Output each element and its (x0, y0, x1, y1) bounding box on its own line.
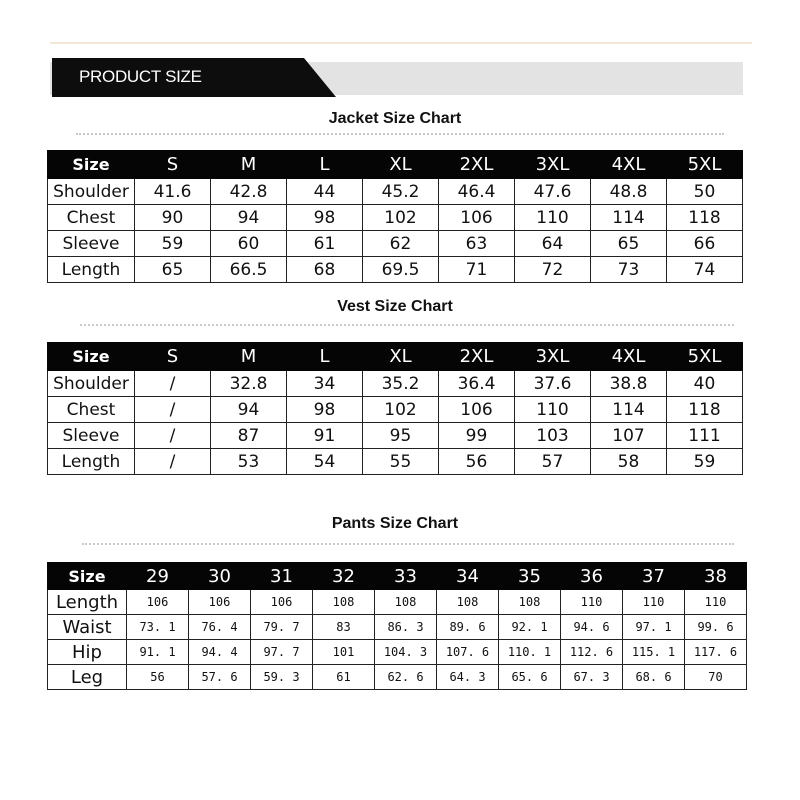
measurement-cell: 73 (591, 257, 667, 283)
measurement-cell: 110. 1 (499, 640, 561, 665)
measurement-cell: 57. 6 (189, 665, 251, 690)
size-column-header: XL (363, 151, 439, 179)
measurement-cell: 63 (439, 231, 515, 257)
measurement-cell: 73. 1 (127, 615, 189, 640)
measurement-cell: 97. 7 (251, 640, 313, 665)
measurement-cell: 104. 3 (375, 640, 437, 665)
measurement-cell: 115. 1 (623, 640, 685, 665)
measurement-cell: / (135, 397, 211, 423)
table-row (48, 423, 743, 449)
measurement-cell: 117. 6 (685, 640, 747, 665)
measurement-cell: 98 (287, 397, 363, 423)
size-column-header: 33 (375, 563, 437, 590)
measurement-cell: 107 (591, 423, 667, 449)
measurement-cell: 60 (211, 231, 287, 257)
measurement-cell: 94. 6 (561, 615, 623, 640)
measurement-cell: 98 (287, 205, 363, 231)
measurement-cell: 106 (127, 590, 189, 615)
size-column-header: M (211, 343, 287, 371)
measurement-cell: 94. 4 (189, 640, 251, 665)
measurement-cell: 110 (515, 205, 591, 231)
measurement-cell: 61 (313, 665, 375, 690)
measurement-cell: 102 (363, 397, 439, 423)
table-row (48, 665, 747, 690)
table-row (48, 179, 743, 205)
row-label: Length (48, 257, 135, 283)
measurement-cell: 65 (135, 257, 211, 283)
row-label: Shoulder (48, 371, 135, 397)
measurement-cell: 76. 4 (189, 615, 251, 640)
size-column-header: 3XL (515, 151, 591, 179)
row-label: Sleeve (48, 231, 135, 257)
table-row (48, 397, 743, 423)
measurement-cell: 110 (685, 590, 747, 615)
pants-chart-title: Pants Size Chart (331, 515, 459, 532)
measurement-cell: 35.2 (363, 371, 439, 397)
measurement-cell: 91. 1 (127, 640, 189, 665)
measurement-cell: 112. 6 (561, 640, 623, 665)
table-row (48, 449, 743, 475)
measurement-cell: 36.4 (439, 371, 515, 397)
measurement-cell: / (135, 449, 211, 475)
size-column-header: S (135, 151, 211, 179)
row-label: Length (48, 590, 127, 615)
measurement-cell: 99. 6 (685, 615, 747, 640)
measurement-cell: 44 (287, 179, 363, 205)
size-column-header: L (287, 151, 363, 179)
size-column-header: 4XL (591, 151, 667, 179)
table-row (48, 231, 743, 257)
size-column-header: L (287, 343, 363, 371)
measurement-cell: 106 (251, 590, 313, 615)
size-column-header: 31 (251, 563, 313, 590)
measurement-cell: 95 (363, 423, 439, 449)
pants-size-table (47, 562, 747, 690)
measurement-cell: 69.5 (363, 257, 439, 283)
measurement-cell: 68 (287, 257, 363, 283)
measurement-cell: 56 (439, 449, 515, 475)
measurement-cell: 41.6 (135, 179, 211, 205)
measurement-cell: 65 (591, 231, 667, 257)
measurement-cell: 72 (515, 257, 591, 283)
measurement-cell: 59 (667, 449, 743, 475)
header-row (48, 343, 743, 371)
size-column-header: 36 (561, 563, 623, 590)
measurement-cell: 37.6 (515, 371, 591, 397)
measurement-cell: 110 (623, 590, 685, 615)
measurement-cell: 66 (667, 231, 743, 257)
table-row (48, 615, 747, 640)
size-column-header: XL (363, 343, 439, 371)
measurement-cell: 106 (439, 205, 515, 231)
measurement-cell: 108 (313, 590, 375, 615)
size-header: Size (48, 151, 135, 179)
measurement-cell: 118 (667, 205, 743, 231)
size-column-header: 3XL (515, 343, 591, 371)
row-label: Sleeve (48, 423, 135, 449)
measurement-cell: 92. 1 (499, 615, 561, 640)
measurement-cell: 48.8 (591, 179, 667, 205)
jacket-chart-title: Jacket Size Chart (328, 110, 462, 127)
measurement-cell: 40 (667, 371, 743, 397)
measurement-cell: 42.8 (211, 179, 287, 205)
measurement-cell: 67. 3 (561, 665, 623, 690)
measurement-cell: 110 (561, 590, 623, 615)
measurement-cell: 114 (591, 205, 667, 231)
table-row (48, 205, 743, 231)
measurement-cell: 66.5 (211, 257, 287, 283)
measurement-cell: 91 (287, 423, 363, 449)
size-column-header: 35 (499, 563, 561, 590)
measurement-cell: 59 (135, 231, 211, 257)
row-label: Hip (48, 640, 127, 665)
measurement-cell: 61 (287, 231, 363, 257)
measurement-cell: 32.8 (211, 371, 287, 397)
measurement-cell: 83 (313, 615, 375, 640)
jacket-divider (76, 133, 724, 135)
size-column-header: S (135, 343, 211, 371)
row-label: Chest (48, 205, 135, 231)
size-column-header: 5XL (667, 343, 743, 371)
measurement-cell: 87 (211, 423, 287, 449)
table-row (48, 640, 747, 665)
measurement-cell: 108 (437, 590, 499, 615)
banner-title: PRODUCT SIZE (79, 67, 202, 86)
top-divider (50, 42, 752, 44)
measurement-cell: 64. 3 (437, 665, 499, 690)
measurement-cell: 65. 6 (499, 665, 561, 690)
measurement-cell: 57 (515, 449, 591, 475)
measurement-cell: 94 (211, 397, 287, 423)
size-column-header: 32 (313, 563, 375, 590)
measurement-cell: 111 (667, 423, 743, 449)
size-column-header: 34 (437, 563, 499, 590)
row-label: Length (48, 449, 135, 475)
row-label: Waist (48, 615, 127, 640)
measurement-cell: 97. 1 (623, 615, 685, 640)
table-row (48, 590, 747, 615)
vest-divider (80, 324, 734, 326)
measurement-cell: 106 (439, 397, 515, 423)
measurement-cell: 45.2 (363, 179, 439, 205)
measurement-cell: 101 (313, 640, 375, 665)
measurement-cell: 46.4 (439, 179, 515, 205)
measurement-cell: 68. 6 (623, 665, 685, 690)
measurement-cell: 62 (363, 231, 439, 257)
measurement-cell: 89. 6 (437, 615, 499, 640)
table-row (48, 371, 743, 397)
measurement-cell: 70 (685, 665, 747, 690)
size-column-header: M (211, 151, 287, 179)
measurement-cell: 50 (667, 179, 743, 205)
header-row (48, 151, 743, 179)
measurement-cell: 47.6 (515, 179, 591, 205)
measurement-cell: 54 (287, 449, 363, 475)
measurement-cell: 86. 3 (375, 615, 437, 640)
size-column-header: 30 (189, 563, 251, 590)
table-row (48, 257, 743, 283)
measurement-cell: 108 (499, 590, 561, 615)
size-header: Size (48, 343, 135, 371)
measurement-cell: 94 (211, 205, 287, 231)
measurement-cell: 103 (515, 423, 591, 449)
row-label: Chest (48, 397, 135, 423)
size-column-header: 2XL (439, 343, 515, 371)
header-row (48, 563, 747, 590)
measurement-cell: 110 (515, 397, 591, 423)
row-label: Shoulder (48, 179, 135, 205)
measurement-cell: 79. 7 (251, 615, 313, 640)
measurement-cell: 64 (515, 231, 591, 257)
measurement-cell: 99 (439, 423, 515, 449)
measurement-cell: 108 (375, 590, 437, 615)
measurement-cell: 90 (135, 205, 211, 231)
measurement-cell: 102 (363, 205, 439, 231)
measurement-cell: 62. 6 (375, 665, 437, 690)
measurement-cell: 58 (591, 449, 667, 475)
measurement-cell: 107. 6 (437, 640, 499, 665)
measurement-cell: 74 (667, 257, 743, 283)
jacket-size-table (47, 150, 743, 283)
measurement-cell: 114 (591, 397, 667, 423)
measurement-cell: 118 (667, 397, 743, 423)
size-header: Size (48, 563, 127, 590)
measurement-cell: 71 (439, 257, 515, 283)
measurement-cell: 56 (127, 665, 189, 690)
measurement-cell: 55 (363, 449, 439, 475)
row-label: Leg (48, 665, 127, 690)
size-column-header: 37 (623, 563, 685, 590)
measurement-cell: 53 (211, 449, 287, 475)
measurement-cell: / (135, 423, 211, 449)
measurement-cell: 34 (287, 371, 363, 397)
measurement-cell: 106 (189, 590, 251, 615)
measurement-cell: 59. 3 (251, 665, 313, 690)
size-column-header: 4XL (591, 343, 667, 371)
measurement-cell: 38.8 (591, 371, 667, 397)
measurement-cell: / (135, 371, 211, 397)
pants-divider (82, 543, 734, 545)
vest-size-table (47, 342, 743, 475)
size-column-header: 29 (127, 563, 189, 590)
size-column-header: 2XL (439, 151, 515, 179)
vest-chart-title: Vest Size Chart (337, 298, 453, 315)
size-column-header: 38 (685, 563, 747, 590)
size-column-header: 5XL (667, 151, 743, 179)
